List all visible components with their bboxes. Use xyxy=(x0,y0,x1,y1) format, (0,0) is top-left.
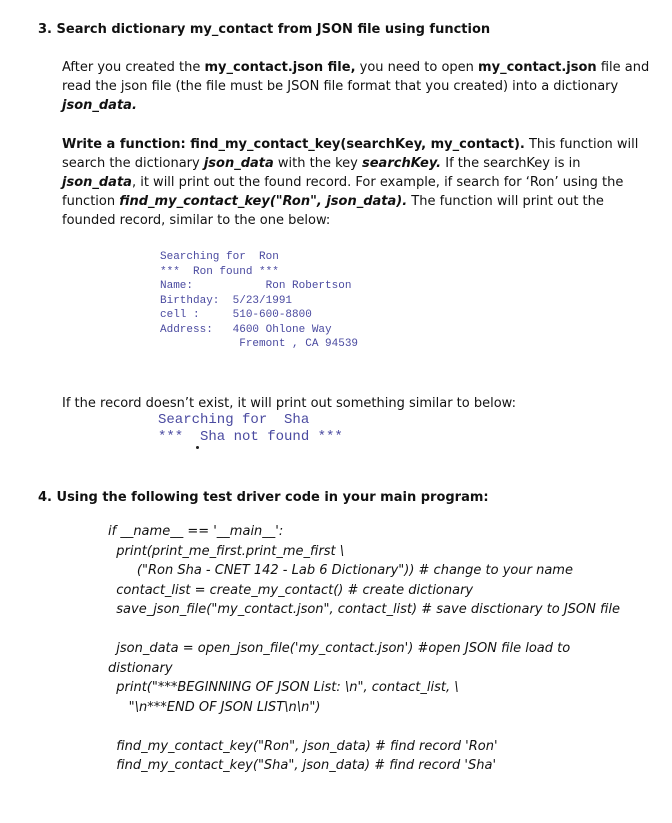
text: json_data xyxy=(62,175,132,190)
code-line: print("***BEGINNING OF JSON List: \n", contact_list, \ xyxy=(108,680,459,695)
code-line xyxy=(108,620,620,640)
text: Write a function: find_my_contact_key(searchKey, my_contact). xyxy=(62,137,525,152)
not-found-description: If the record doesn’t exist, it will print out something similar to below: xyxy=(62,396,516,411)
text: This function will xyxy=(524,137,639,152)
sample-output-missing xyxy=(158,412,343,446)
output-line: Searching for Sha xyxy=(158,412,310,428)
output-line: Name: Ron Robertson xyxy=(160,280,352,292)
text: you need to open xyxy=(355,60,479,75)
text: search the dictionary xyxy=(62,156,204,171)
text: The function will print out the xyxy=(407,194,604,209)
text: my_contact.json file, xyxy=(204,60,356,75)
sample-output-found xyxy=(160,250,358,352)
paragraph-write-function xyxy=(62,135,638,230)
code-line xyxy=(108,717,620,737)
text: with the key xyxy=(273,156,362,171)
text: After you created the xyxy=(62,60,205,75)
text: json_data. xyxy=(62,98,137,113)
output-line: Address: 4600 Ohlone Way xyxy=(160,323,332,336)
text: my_contact.json xyxy=(478,60,597,75)
code-line: if __name__ == '__main__': xyxy=(108,524,284,539)
code-line: "\n***END OF JSON LIST\n\n") xyxy=(108,699,321,715)
section-3-heading: 3. Search dictionary my_contact from JSON file using function xyxy=(38,22,491,37)
text: searchKey. xyxy=(362,156,442,171)
code-line: find_my_contact_key("Ron", json_data) # find record 'Ron' xyxy=(108,738,498,754)
output-line: cell : 510-600-8800 xyxy=(160,309,312,321)
code-line: contact_list = create_my_contact() # create dictionary xyxy=(108,582,474,598)
code-line: find_my_contact_key("Sha", json_data) # find record 'Sha' xyxy=(108,758,497,773)
code-line: json_data = open_json_file('my_contact.json') #open JSON file load to xyxy=(108,641,571,656)
text: founded record, similar to the one below: xyxy=(62,213,331,228)
paragraph-open-json xyxy=(62,58,649,115)
text: function xyxy=(62,194,120,209)
text: file and xyxy=(596,60,650,75)
code-line: print(print_me_first.print_me_first \ xyxy=(108,543,345,559)
code-line: ("Ron Sha - CNET 142 - Lab 6 Dictionary")) # change to your name xyxy=(108,563,573,578)
output-line: Birthday: 5/23/1991 xyxy=(160,294,293,307)
code-line: distionary xyxy=(108,660,173,676)
section-4-heading: 4. Using the following test driver code in your main program: xyxy=(38,490,489,505)
text: json_data xyxy=(203,156,274,171)
stray-dot-mark xyxy=(196,446,199,449)
text: find_my_contact_key("Ron", json_data). xyxy=(119,194,408,209)
output-line: *** Sha not found *** xyxy=(158,429,343,445)
code-line: save_json_file("my_contact.json", contact_list) # save disctionary to JSON file xyxy=(108,602,621,617)
output-line: Fremont , CA 94539 xyxy=(160,338,359,350)
text: read the json file (the file must be JSON file format that you created) into a dictionary xyxy=(62,79,619,94)
output-line: *** Ron found *** xyxy=(160,265,279,278)
test-driver-code xyxy=(108,522,620,776)
text: If the searchKey is in xyxy=(441,156,581,171)
text: , it will print out the found record. For example, if search for ‘Ron’ using the xyxy=(131,175,624,190)
output-line: Searching for Ron xyxy=(160,251,279,263)
